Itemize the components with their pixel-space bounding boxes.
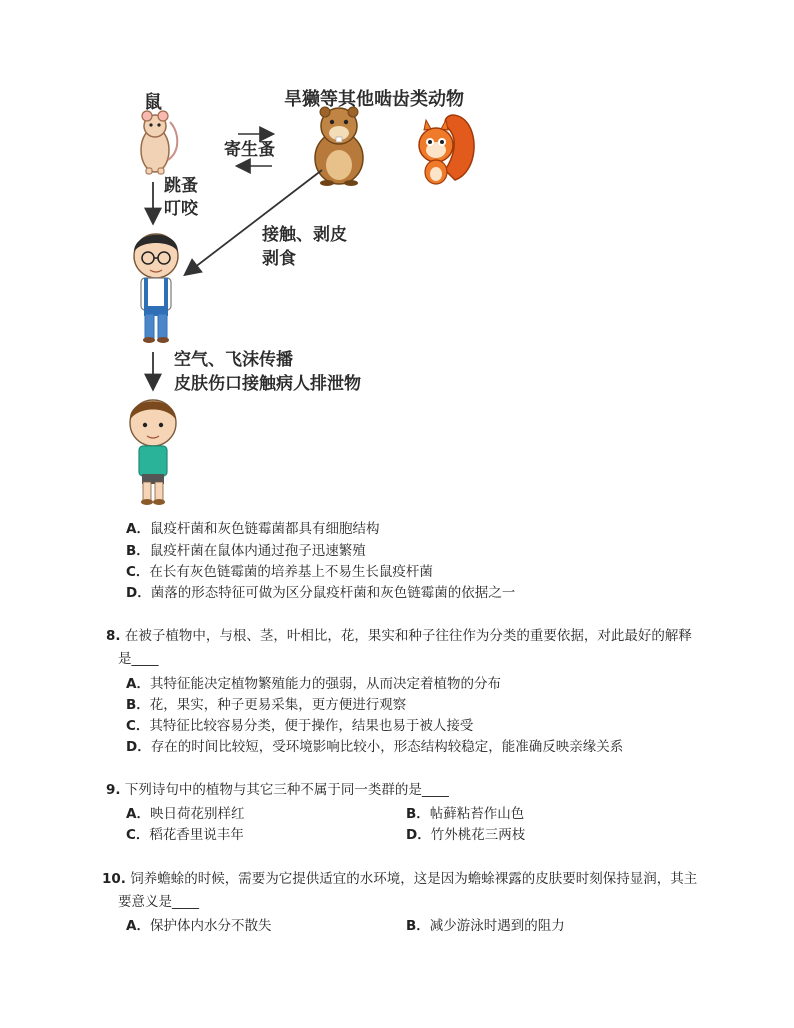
flea-bite-label-1: 跳蚤 <box>164 176 198 196</box>
option-letter: D． <box>126 739 151 755</box>
option-text: 映日荷花别样红 <box>149 806 245 822</box>
option-text: 竹外桃花三两枝 <box>430 827 526 843</box>
option-text: 其特征比较容易分类，便于操作，结果也易于被人接受 <box>149 718 474 734</box>
option-letter: B． <box>406 806 430 822</box>
q7-option-a <box>126 519 379 539</box>
option-text: 在长有灰色链霉菌的培养基上不易生长鼠疫杆菌 <box>149 564 433 580</box>
mouse-label: 鼠 <box>144 92 162 113</box>
q8-option-a <box>126 674 501 694</box>
q8-option-d <box>126 737 623 757</box>
option-text: 花，果实，种子更易采集，更方便进行观察 <box>149 697 407 713</box>
option-letter: A． <box>126 918 150 934</box>
option-letter: B． <box>126 697 150 713</box>
option-text: 帖藓粘苔作山色 <box>429 806 525 822</box>
air-label-1: 空气、飞沫传播 <box>174 350 293 370</box>
q7-option-c <box>126 562 433 582</box>
option-letter: B． <box>126 543 150 559</box>
q9-option-c <box>126 825 244 845</box>
option-letter: A． <box>126 521 150 537</box>
q10-stem <box>102 868 712 890</box>
marmot-icon <box>315 107 363 186</box>
option-text: 鼠疫杆菌在鼠体内通过孢子迅速繁殖 <box>149 543 366 559</box>
rodents-label: 旱獭等其他啮齿类动物 <box>284 89 464 110</box>
flea-bite-label-2: 叮咬 <box>164 199 198 219</box>
option-letter: D． <box>126 585 151 601</box>
air-label-2: 皮肤伤口接触病人排泄物 <box>174 374 361 394</box>
contact-arrow <box>186 170 322 274</box>
option-letter: A． <box>126 676 150 692</box>
option-letter: C． <box>126 827 150 843</box>
q9-option-a <box>126 804 244 824</box>
squirrel-icon <box>419 115 474 184</box>
contact-label-2: 剥食 <box>262 249 296 269</box>
q8-stem-line2: 是____ <box>118 651 159 667</box>
q9-stem <box>106 779 449 801</box>
option-text: 减少游泳时遇到的阻力 <box>429 918 565 934</box>
q9-option-d <box>406 825 525 845</box>
q8-option-b <box>126 695 406 715</box>
option-letter: B． <box>406 918 430 934</box>
question-number: 9. <box>106 782 121 798</box>
q10-option-a <box>126 916 271 936</box>
option-letter: A． <box>126 806 150 822</box>
second-boy-icon <box>130 400 176 505</box>
option-text: 菌落的形态特征可做为区分鼠疫杆菌和灰色链霉菌的依据之一 <box>150 585 516 601</box>
q8-stem <box>106 625 706 647</box>
question-stem-line1: 饲养蟾蜍的时候，需要为它提供适宜的水环境，这是因为蟾蜍裸露的皮肤要时刻保持显润，其主 <box>130 871 698 887</box>
option-text: 保护体内水分不散失 <box>149 918 272 934</box>
infected-boy-icon <box>134 234 178 343</box>
question-stem: 下列诗句中的植物与其它三种不属于同一类群的是____ <box>124 782 449 798</box>
question-number: 10. <box>102 871 126 887</box>
q10-option-b <box>406 916 565 936</box>
q7-option-d <box>126 583 515 603</box>
option-letter: C． <box>126 718 150 734</box>
q10-stem-line2: 要意义是____ <box>118 894 199 910</box>
question-number: 8. <box>106 628 121 644</box>
option-text: 鼠疫杆菌和灰色链霉菌都具有细胞结构 <box>149 521 380 537</box>
question-stem-line1: 在被子植物中，与根、茎，叶相比，花，果实和种子往往作为分类的重要依据，对此最好的解释 <box>124 628 692 644</box>
q8-option-c <box>126 716 473 736</box>
q7-option-b <box>126 541 366 561</box>
parasite-flea-label: 寄生蚤 <box>224 140 275 160</box>
mouse-icon <box>141 111 177 174</box>
option-letter: C． <box>126 564 150 580</box>
option-letter: D． <box>406 827 431 843</box>
option-text: 稻花香里说丰年 <box>149 827 244 843</box>
option-text: 存在的时间比较短，受环境影响比较小，形态结构较稳定，能准确反映亲缘关系 <box>150 739 624 755</box>
contact-label-1: 接触、剥皮 <box>262 225 347 245</box>
option-text: 其特征能决定植物繁殖能力的强弱，从而决定着植物的分布 <box>149 676 501 692</box>
q9-option-b <box>406 804 524 824</box>
